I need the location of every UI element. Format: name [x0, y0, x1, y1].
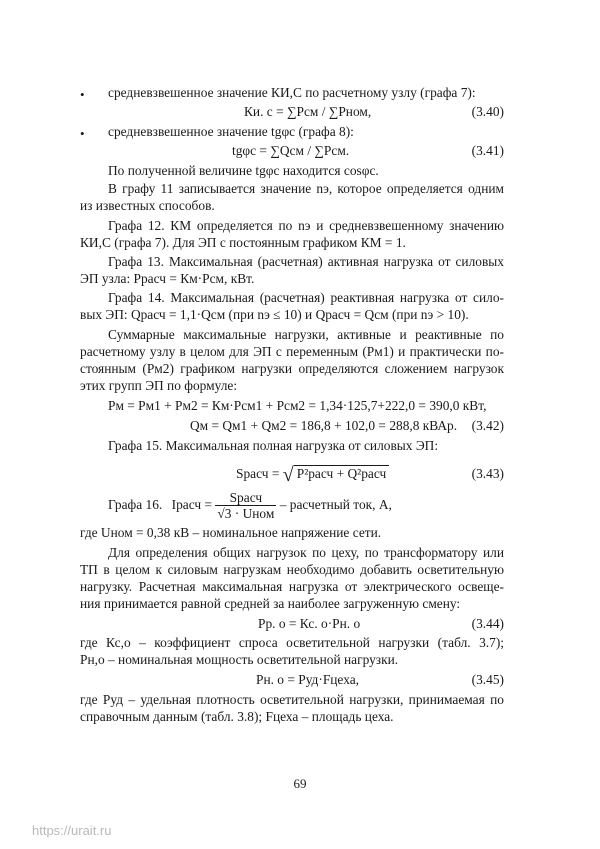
paragraph-line: расчетному узлу в целом для ЭП с переменным (Рм1) и практически по-	[80, 344, 504, 359]
radical-sign: √	[282, 464, 294, 487]
paragraph-line: нагрузку. Расчетная максимальная нагрузка от электрического освеще-	[80, 579, 504, 594]
paragraph-line: вых ЭП: Qрасч = 1,1·Qсм (при nэ ≤ 10) и Qрасч = Qсм (при nэ > 10).	[80, 307, 469, 322]
equation-3-45: Рн. о = Руд·Fцеха,	[256, 672, 360, 687]
equation-number: (3.44)	[471, 616, 504, 631]
bullet-marker: •	[80, 87, 85, 102]
eq-lhs: Sрасч =	[236, 466, 280, 481]
equation-3-41: tgφс = ∑Qсм / ∑Рсм.	[232, 143, 350, 158]
paragraph-line: КИ,С (графа 7). Для ЭП с постоянным графиком КМ = 1.	[80, 235, 406, 250]
equation-3-40: Ки. с = ∑Рсм / ∑Рном,	[244, 104, 372, 119]
paragraph-line: Графа 15. Максимальная полная нагрузка от силовых ЭП:	[108, 438, 439, 453]
paragraph-line: где Кс,о – коэффициент спроса осветительной нагрузки (табл. 3.7);	[80, 635, 504, 650]
paragraph-line: стоянным (Рм2) графиком нагрузки определяются сложением нагрузок	[80, 361, 504, 376]
radicand: P²расч + Q²расч	[294, 465, 390, 481]
page-number: 69	[293, 776, 307, 791]
equation-3-42-line-2: Qм = Qм1 + Qм2 = 186,8 + 102,0 = 288,8 кВАр.	[190, 418, 458, 433]
paragraph-line: По полученной величине tgφс находится cosφс.	[108, 163, 379, 178]
paragraph-line: из известных способов.	[80, 198, 215, 213]
paragraph-line: Суммарные максимальные нагрузки, активные и реактивные по	[108, 327, 504, 342]
paragraph-line: ЭП узла: Ррасч = Км·Рсм, кВт.	[80, 271, 255, 286]
fraction	[215, 490, 276, 521]
fraction-denominator: √3 · Uном	[217, 506, 275, 522]
square-root	[283, 462, 389, 487]
equation-number: (3.45)	[471, 672, 504, 687]
paragraph-line: ния принимается равной средней за наиболее загруженную смену:	[80, 596, 461, 611]
paragraph-line: Графа 13. Максимальная (расчетная) активная нагрузка от силовых	[108, 254, 504, 269]
equation-3-43	[236, 462, 389, 486]
eq-lhs: Iрасч =	[171, 497, 213, 512]
paragraph-line: Рн,о – номинальная мощность осветительной нагрузки.	[80, 652, 399, 667]
paragraph-line: этих групп ЭП по формуле:	[80, 378, 238, 393]
paragraph-line: Графа 12. КМ определяется по nэ и средневзвешенному значению	[108, 218, 504, 233]
equation-3-42-line-1: Рм = Рм1 + Рм2 = Км·Рсм1 + Рсм2 = 1,34·125,7+222,0 = 390,0 кВт,	[108, 398, 487, 413]
paragraph-line: где Uном = 0,38 кВ – номинальное напряжение сети.	[80, 525, 382, 540]
watermark-url[interactable]: https://urait.ru	[32, 823, 112, 838]
bullet-text: средневзвешенное значение tgφс (графа 8):	[108, 124, 354, 139]
bullet-text: средневзвешенное значение КИ,С по расчетному узлу (графа 7):	[108, 85, 476, 100]
equation-number: (3.42)	[471, 418, 504, 433]
paragraph-line: ТП в целом к силовым нагрузкам необходимо добавить осветительную	[80, 562, 504, 577]
paragraph-line: где Руд – удельная плотность осветительной нагрузки, принимаемая по	[80, 692, 504, 707]
paragraph-line: Для определения общих нагрузок по цеху, по трансформатору или	[108, 545, 504, 560]
formula-current	[108, 488, 392, 522]
equation-3-44: Рр. о = Кс. о·Рн. о	[258, 616, 361, 631]
formula-description: – расчетный ток, А,	[279, 497, 392, 512]
paragraph-line: Графа 14. Максимальная (расчетная) реактивная нагрузка от сило-	[108, 290, 504, 305]
fraction-numerator: Sрасч	[215, 490, 276, 506]
paragraph-line: справочным данным (табл. 3.8); Fцеха – площадь цеха.	[80, 709, 394, 724]
bullet-marker: •	[80, 126, 85, 141]
equation-number: (3.43)	[471, 466, 504, 481]
equation-number: (3.40)	[471, 104, 504, 119]
paragraph-line: В графу 11 записывается значение nэ, которое определяется одним	[108, 181, 504, 196]
graph-16-label: Графа 16.	[108, 497, 163, 512]
equation-number: (3.41)	[471, 143, 504, 158]
